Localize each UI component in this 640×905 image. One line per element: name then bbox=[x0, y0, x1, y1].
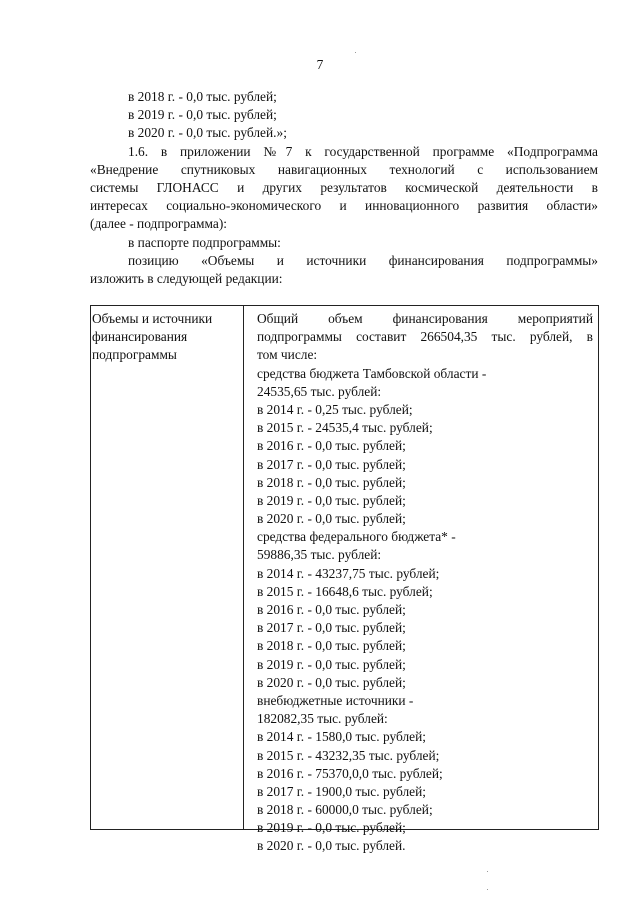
right-cell-line: том числе: bbox=[257, 347, 318, 363]
scan-speck bbox=[487, 889, 488, 890]
right-cell-line: в 2018 г. - 0,0 тыс. рублей; bbox=[257, 638, 406, 654]
intro-line: «Внедрение спутниковых навигационных технологий с использованием bbox=[90, 161, 598, 177]
intro-line: изложить в следующей редакции: bbox=[90, 270, 283, 286]
right-cell-line: в 2017 г. - 0,0 тыс. рублей; bbox=[257, 620, 406, 636]
right-cell-line: в 2020 г. - 0,0 тыс. рублей; bbox=[257, 511, 406, 527]
right-cell-line: в 2019 г. - 0,0 тыс. рублей; bbox=[257, 820, 406, 836]
left-cell-line: Объемы и источники bbox=[92, 311, 213, 326]
right-cell-line: в 2016 г. - 0,0 тыс. рублей; bbox=[257, 602, 406, 617]
right-cell-line: в 2017 г. - 0,0 тыс. рублей; bbox=[257, 456, 406, 472]
intro-line: системы ГЛОНАСС и других результатов космической деятельности в bbox=[90, 179, 598, 195]
intro-text bbox=[90, 88, 598, 288]
right-cell-line: в 2014 г. - 0,25 тыс. рублей; bbox=[257, 401, 413, 417]
left-cell-line: финансирования bbox=[92, 329, 188, 345]
intro-line: интересах социально-экономического и инновационного развития области» bbox=[90, 198, 598, 214]
right-cell-line: в 2018 г. - 60000,0 тыс. рублей; bbox=[257, 802, 433, 818]
right-cell-line: средства бюджета Тамбовской области - bbox=[257, 365, 487, 381]
right-cell-line: в 2020 г. - 0,0 тыс. рублей. bbox=[257, 838, 406, 854]
right-cell-line: Общий объем финансирования мероприятий bbox=[257, 311, 593, 326]
left-cell-line: подпрограммы bbox=[92, 347, 177, 363]
right-cell-line: в 2014 г. - 43237,75 тыс. рублей; bbox=[257, 565, 440, 581]
intro-line: (далее - подпрограмма): bbox=[90, 216, 228, 232]
intro-line: в паспорте подпрограммы: bbox=[128, 234, 281, 250]
intro-line: в 2020 г. - 0,0 тыс. рублей.»; bbox=[128, 125, 287, 141]
table-right-cell bbox=[257, 310, 593, 856]
right-cell-line: в 2018 г. - 0,0 тыс. рублей; bbox=[257, 474, 406, 490]
right-cell-line: в 2020 г. - 0,0 тыс. рублей; bbox=[257, 674, 406, 690]
right-cell-line: в 2017 г. - 1900,0 тыс. рублей; bbox=[257, 783, 426, 799]
intro-line: в 2018 г. - 0,0 тыс. рублей; bbox=[128, 89, 277, 104]
right-cell-line: в 2015 г. - 24535,4 тыс. рублей; bbox=[257, 420, 433, 436]
right-cell-line: 59886,35 тыс. рублей: bbox=[257, 547, 382, 563]
intro-line: позицию «Объемы и источники финансирования подпрограммы» bbox=[128, 252, 598, 268]
table-left-cell bbox=[91, 306, 244, 829]
right-cell-line: в 2016 г. - 0,0 тыс. рублей; bbox=[257, 438, 406, 454]
scan-speck bbox=[355, 52, 356, 53]
right-cell-line: в 2015 г. - 16648,6 тыс. рублей; bbox=[257, 583, 433, 599]
right-cell-line: в 2019 г. - 0,0 тыс. рублей; bbox=[257, 656, 406, 672]
right-cell-line: внебюджетные источники - bbox=[257, 692, 414, 708]
intro-line: 1.6. в приложении №7 к государственной программе «Подпрограмма bbox=[128, 143, 598, 159]
right-cell-line: 24535,65 тыс. рублей: bbox=[257, 383, 382, 399]
right-cell-line: в 2014 г. - 1580,0 тыс. рублей; bbox=[257, 729, 426, 745]
intro-line: в 2019 г. - 0,0 тыс. рублей; bbox=[128, 107, 277, 123]
right-cell-line: в 2016 г. - 75370,0,0 тыс. рублей; bbox=[257, 765, 443, 781]
financing-table bbox=[90, 305, 599, 854]
scan-speck bbox=[487, 871, 488, 872]
right-cell-line: 182082,35 тыс. рублей: bbox=[257, 711, 388, 727]
right-cell-line: средства федерального бюджета* - bbox=[257, 529, 456, 545]
page-number: 7 bbox=[316, 57, 324, 72]
right-cell-line: в 2019 г. - 0,0 тыс. рублей; bbox=[257, 492, 406, 508]
right-cell-line: в 2015 г. - 43232,35 тыс. рублей; bbox=[257, 747, 440, 763]
right-cell-line: подпрограммы составит 266504,35 тыс. рублей, в bbox=[257, 329, 593, 345]
